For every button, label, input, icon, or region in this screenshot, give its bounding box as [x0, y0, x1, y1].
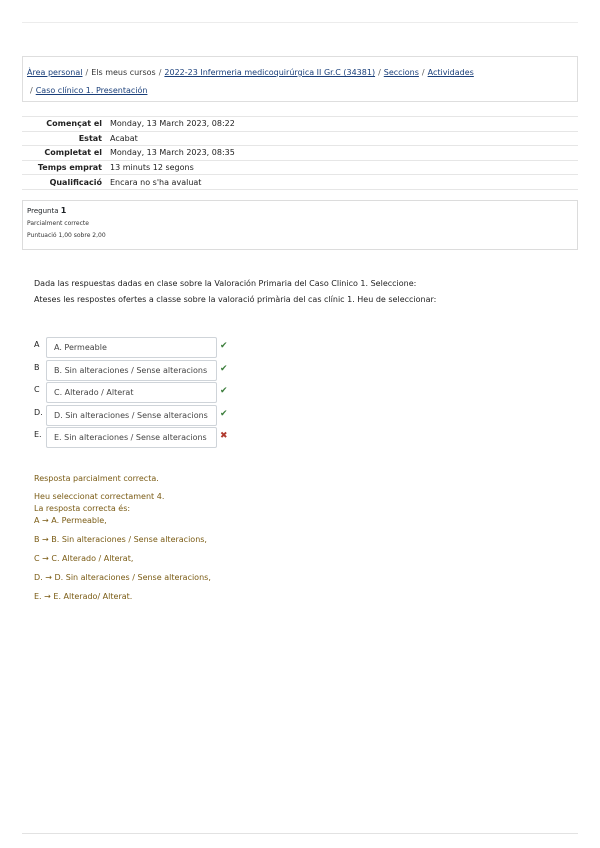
summary-label: Qualificació: [49, 177, 102, 187]
question-grade: Puntuació 1,00 sobre 2,00: [27, 232, 106, 239]
answer-select[interactable]: B. Sin alteraciones / Sense alteracions: [46, 360, 217, 381]
breadcrumb-my-courses: Els meus cursos: [91, 68, 156, 77]
breadcrumb-separator: /: [85, 68, 89, 77]
attempt-summary-table: [22, 116, 578, 190]
summary-row-started: [22, 117, 578, 132]
summary-row-state: [22, 131, 578, 146]
feedback-right-label: La resposta correcta és:: [34, 504, 131, 513]
summary-row-grade: [22, 175, 578, 190]
check-icon: ✔: [220, 386, 228, 396]
question-text: [34, 276, 436, 308]
feedback-line: C → C. Alterado / Alterat,: [34, 554, 134, 563]
question-number-value: 1: [60, 206, 67, 215]
question-state: Parcialment correcte: [27, 220, 89, 227]
breadcrumb-separator: /: [421, 68, 425, 77]
answer-select[interactable]: A. Permeable: [46, 337, 217, 358]
breadcrumb-activities[interactable]: Actividades: [427, 68, 474, 77]
summary-row-time-taken: [22, 160, 578, 175]
answer-letter: C: [34, 385, 40, 394]
bottom-divider: [22, 833, 578, 834]
check-icon: ✔: [220, 341, 228, 351]
check-icon: ✔: [220, 408, 228, 419]
summary-label: Completat el: [44, 148, 102, 158]
feedback-line: A → A. Permeable,: [34, 516, 107, 525]
answer-select[interactable]: D. Sin alteraciones / Sense alteracions: [46, 405, 217, 426]
question-text-es: Dada las respuestas dadas en clase sobre la Valoración Primaria del Caso Clinico 1. Seleccione:: [34, 279, 417, 288]
feedback-line: B → B. Sin alteraciones / Sense alteracions,: [34, 535, 207, 544]
breadcrumb-sections[interactable]: Seccions: [383, 68, 419, 77]
summary-label: Temps emprat: [37, 163, 102, 173]
check-icon: ✔: [220, 363, 228, 374]
summary-value: Encara no s'ha avaluat: [110, 177, 202, 187]
breadcrumb-separator: /: [158, 68, 162, 77]
summary-value: 13 minuts 12 segons: [110, 163, 194, 173]
summary-value: Monday, 13 March 2023, 08:35: [110, 148, 235, 158]
summary-row-completed: [22, 146, 578, 161]
breadcrumb-case[interactable]: Caso clínico 1. Presentación: [35, 86, 148, 95]
answer-letter: E.: [34, 430, 42, 439]
breadcrumb-separator: /: [30, 86, 33, 95]
summary-value: Acabat: [110, 133, 138, 143]
question-label: Pregunta: [27, 207, 59, 215]
breadcrumb-course[interactable]: 2022-23 Infermeria medicoquirúrgica II Gr.C (34381): [164, 68, 376, 77]
summary-value: Monday, 13 March 2023, 08:22: [110, 119, 235, 129]
summary-label: Començat el: [46, 119, 102, 129]
answer-letter: D.: [34, 407, 43, 417]
feedback-count: Heu seleccionat correctament 4.: [34, 492, 165, 501]
breadcrumb-separator: /: [378, 68, 381, 77]
question-info-box: [22, 200, 578, 250]
feedback-state: Resposta parcialment correcta.: [34, 474, 159, 483]
summary-label: Estat: [78, 133, 102, 143]
feedback-line: E. → E. Alterado/ Alterat.: [34, 592, 133, 601]
answer-select[interactable]: E. Sin alteraciones / Sense alteracions: [46, 427, 217, 448]
question-text-ca: Ateses les respostes ofertes a classe sobre la valoració primària del cas clínic 1. Heu de seleccionar:: [34, 295, 437, 304]
answer-select[interactable]: C. Alterado / Alterat: [46, 382, 217, 403]
answer-letter: A: [34, 340, 40, 349]
top-divider: [22, 22, 578, 23]
breadcrumb-area-personal[interactable]: Àrea personal: [27, 68, 83, 77]
breadcrumb: [22, 56, 578, 102]
feedback-line: D. → D. Sin alteraciones / Sense alteracions,: [34, 573, 211, 582]
question-number: [27, 206, 573, 215]
answer-letter: B: [34, 362, 40, 372]
cross-icon: ✖: [220, 431, 228, 441]
